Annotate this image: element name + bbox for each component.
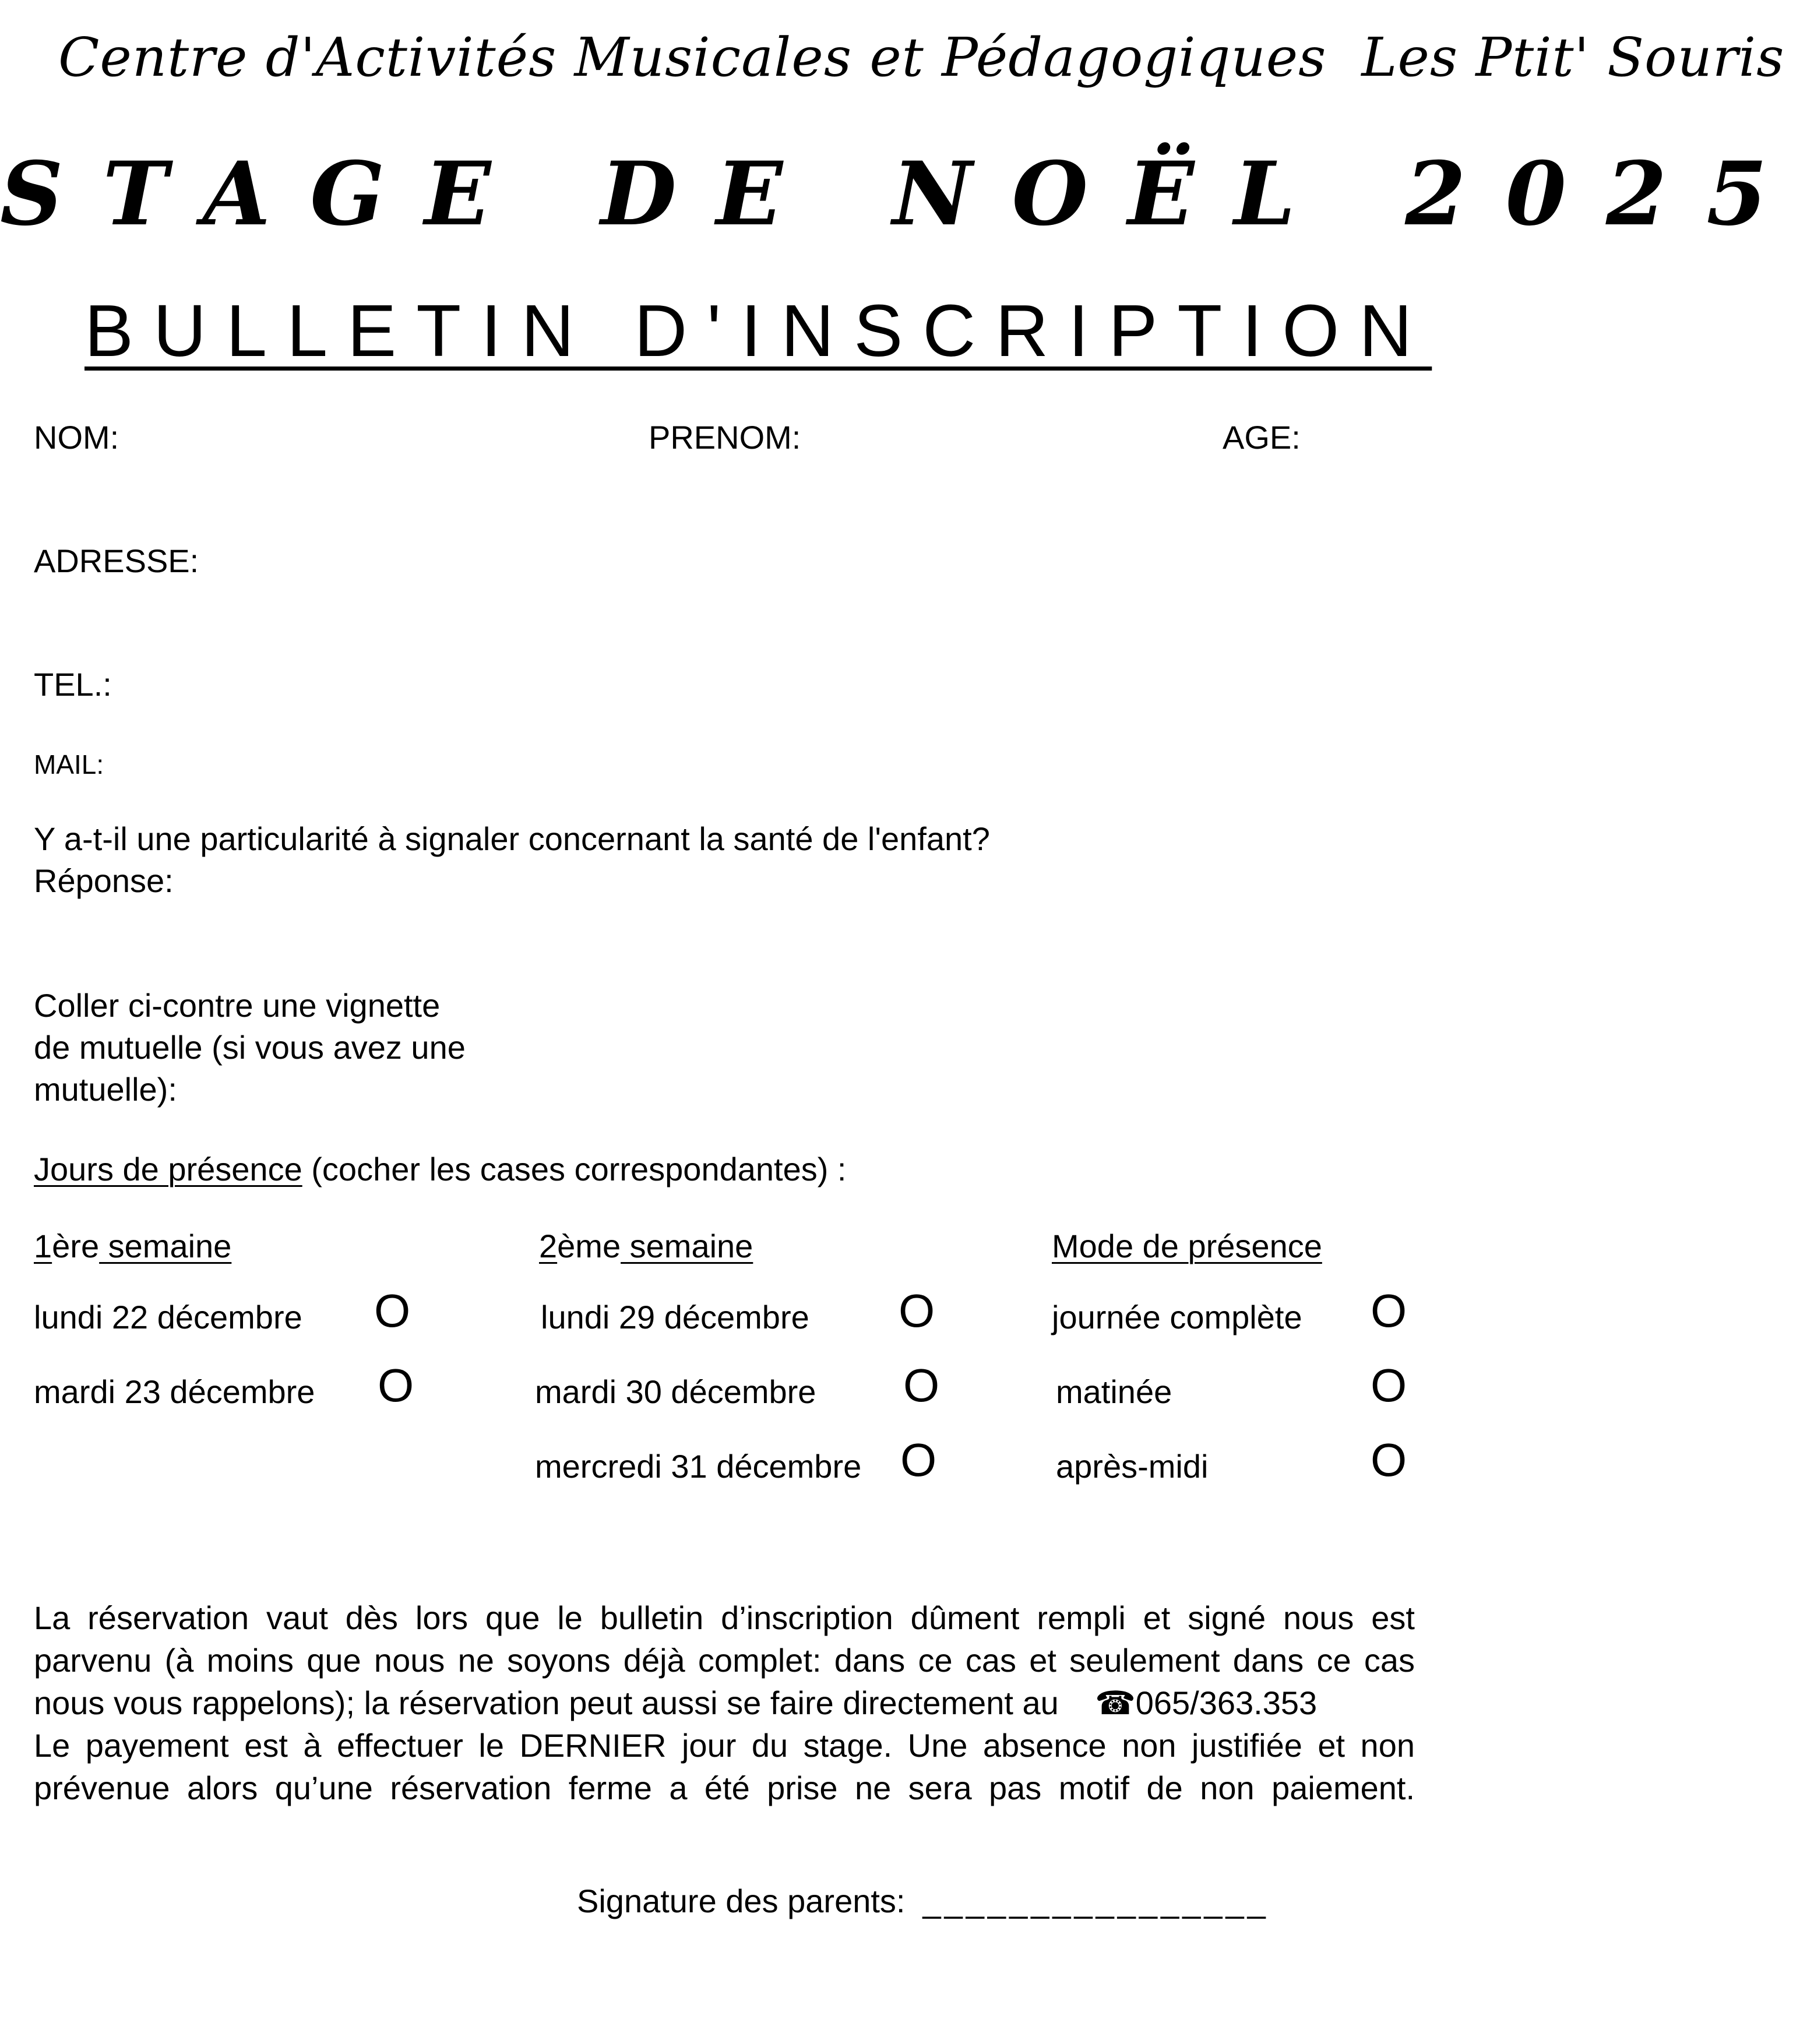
checkbox-lundi-22[interactable]: O bbox=[374, 1285, 411, 1337]
reponse-label: Réponse: bbox=[34, 862, 174, 899]
mutuelle-instruction-3: mutuelle): bbox=[34, 1071, 177, 1108]
nom-label: NOM: bbox=[34, 419, 119, 456]
header-line bbox=[58, 26, 1784, 89]
reservation-terms bbox=[34, 1597, 1415, 1809]
mode-option-2: matinée bbox=[1056, 1373, 1172, 1410]
organization-name: Centre d'Activités Musicales et Pédagogiques bbox=[58, 26, 1327, 89]
page-title: STAGE DE NOËL 2025 bbox=[0, 143, 1807, 245]
reservation-line-4: Le payement est à effectuer le DERNIER jour du stage. Une absence non justifiée et non bbox=[34, 1727, 1415, 1764]
mutuelle-instruction-1: Coller ci-contre une vignette bbox=[34, 987, 441, 1024]
checkbox-apres-midi[interactable]: O bbox=[1371, 1434, 1407, 1486]
presence-heading-row bbox=[34, 1150, 846, 1188]
mode-option-3: après-midi bbox=[1056, 1448, 1209, 1485]
form-subtitle: BULLETIN D'INSCRIPTION bbox=[84, 290, 1432, 372]
week1-day-2: mardi 23 décembre bbox=[34, 1373, 315, 1410]
prenom-label: PRENOM: bbox=[649, 419, 801, 456]
reservation-line-5: prévenue alors qu’une réservation ferme a été prise ne sera pas motif de non paiement. bbox=[34, 1770, 1415, 1806]
signature-line[interactable]: ________________ bbox=[922, 1883, 1269, 1919]
adresse-label: ADRESSE: bbox=[34, 542, 199, 579]
checkbox-matinee[interactable]: O bbox=[1371, 1359, 1407, 1411]
telephone-icon: ☎ bbox=[1094, 1684, 1136, 1721]
week2-day-1: lundi 29 décembre bbox=[541, 1299, 809, 1335]
health-question: Y a-t-il une particularité à signaler concernant la santé de l'enfant? bbox=[34, 820, 990, 857]
tel-label: TEL.: bbox=[34, 666, 112, 703]
checkbox-mercredi-31[interactable]: O bbox=[900, 1434, 937, 1486]
checkbox-mardi-30[interactable]: O bbox=[903, 1359, 940, 1411]
presence-instruction: (cocher les cases correspondantes) : bbox=[311, 1151, 847, 1187]
week2-day-3: mercredi 31 décembre bbox=[535, 1448, 862, 1485]
brand-name: Les Ptit' Souris bbox=[1361, 26, 1785, 89]
mode-option-1: journée complète bbox=[1052, 1299, 1302, 1335]
reservation-line-2: parvenu (à moins que nous ne soyons déjà complet: dans ce cas et seulement dans ce cas bbox=[34, 1642, 1415, 1679]
mutuelle-instruction-2: de mutuelle (si vous avez une bbox=[34, 1029, 466, 1066]
presence-heading: Jours de présence bbox=[34, 1151, 302, 1187]
week1-heading: 1ère semaine bbox=[34, 1228, 232, 1264]
week1-day-1: lundi 22 décembre bbox=[34, 1299, 302, 1335]
checkbox-lundi-29[interactable]: O bbox=[899, 1285, 935, 1337]
signature-row bbox=[577, 1882, 1269, 1920]
reservation-line-3: nous vous rappelons); la réservation peut aussi se faire directement au ☎065/363.353 bbox=[34, 1684, 1318, 1721]
signature-label: Signature des parents: bbox=[577, 1883, 906, 1919]
mail-label: MAIL: bbox=[34, 749, 104, 780]
mode-heading: Mode de présence bbox=[1052, 1228, 1322, 1264]
checkbox-journee-complete[interactable]: O bbox=[1371, 1285, 1407, 1337]
phone-number: 065/363.353 bbox=[1135, 1684, 1318, 1721]
age-label: AGE: bbox=[1223, 419, 1301, 456]
week2-heading: 2ème semaine bbox=[539, 1228, 753, 1264]
week2-day-2: mardi 30 décembre bbox=[535, 1373, 816, 1410]
checkbox-mardi-23[interactable]: O bbox=[378, 1359, 414, 1411]
reservation-line-1: La réservation vaut dès lors que le bulletin d’inscription dûment rempli et signé nous est bbox=[34, 1599, 1415, 1636]
